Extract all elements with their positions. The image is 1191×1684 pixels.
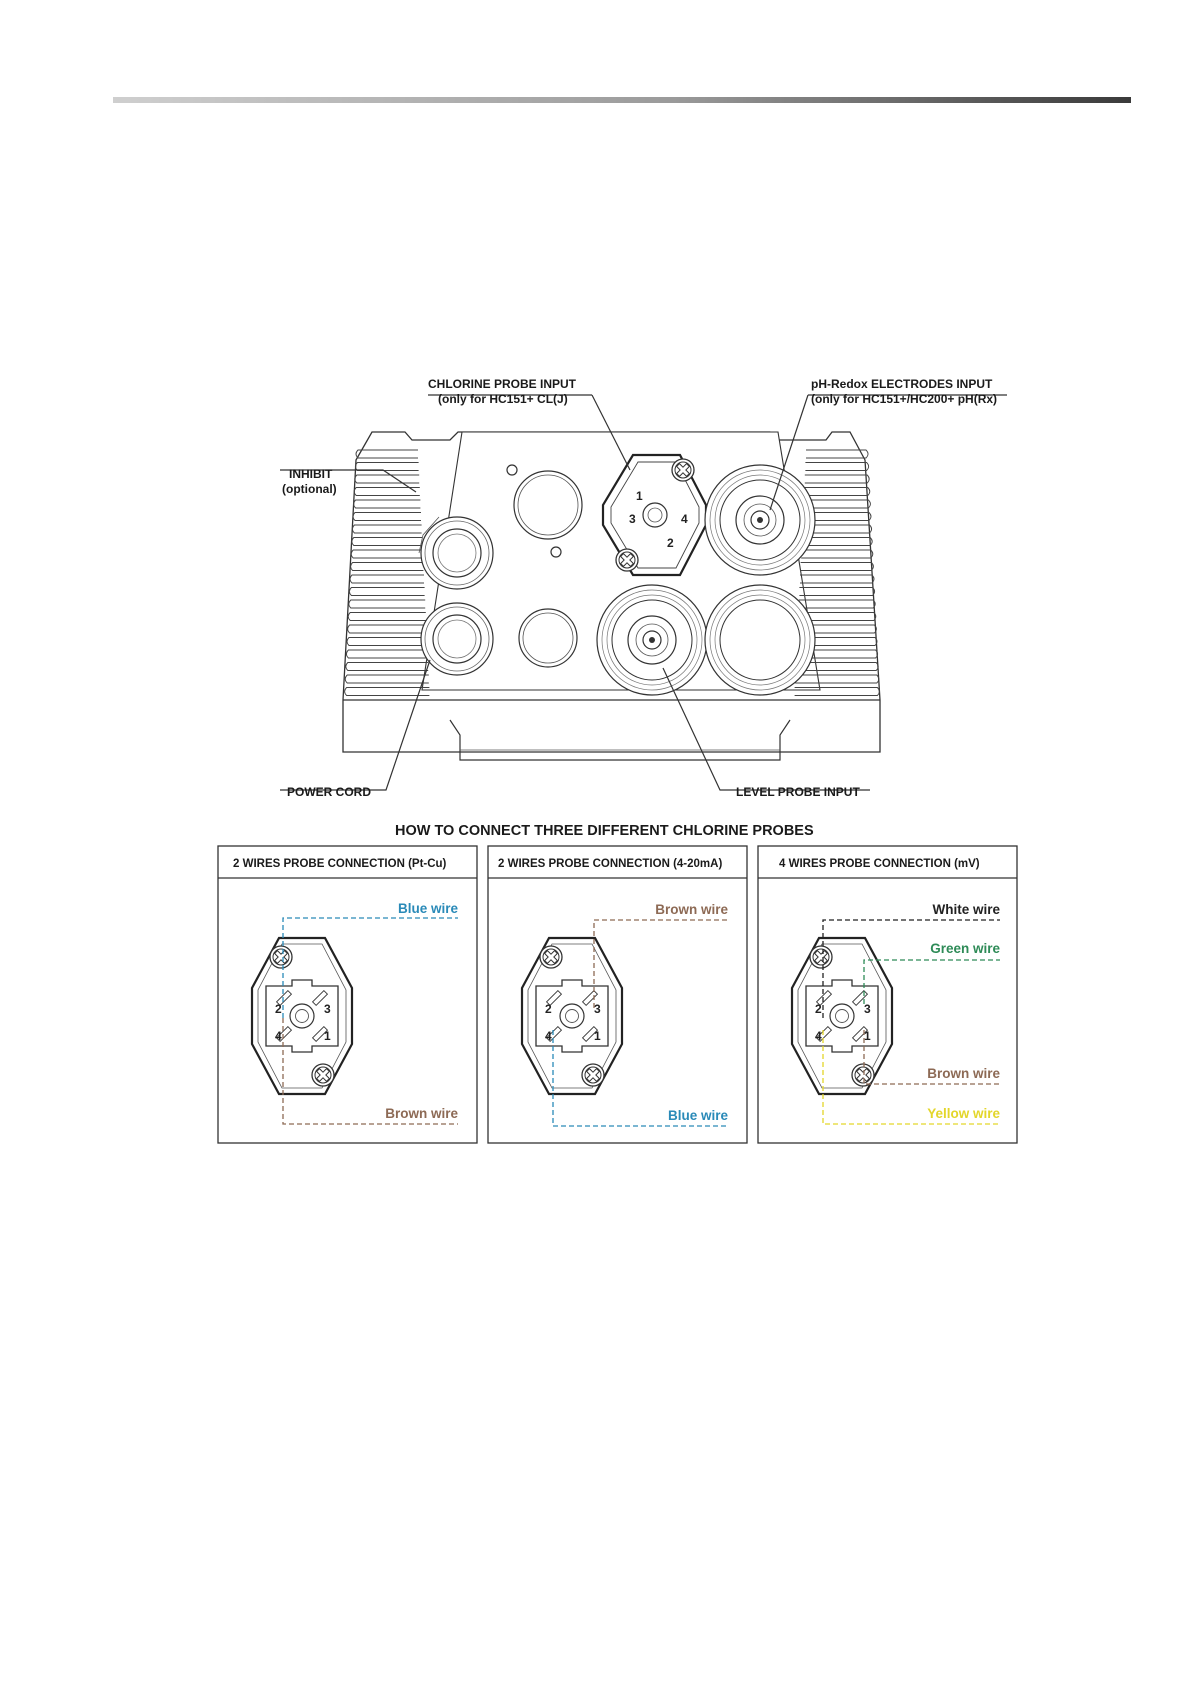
connector-pin-number: 4 [275, 1029, 282, 1043]
ph-redox-bnc-port [705, 465, 815, 575]
wire-label-yellow: Yellow wire [927, 1106, 1000, 1121]
section-title: HOW TO CONNECT THREE DIFFERENT CHLORINE PROBES [395, 823, 814, 839]
wire-label-white: White wire [932, 902, 1000, 917]
connector-pin-number: 3 [594, 1002, 601, 1016]
level-probe-bnc-port [597, 585, 707, 695]
screw-icon [312, 1064, 334, 1086]
probe-connector-face [252, 938, 352, 1094]
screw-icon [270, 946, 292, 968]
wire-label-blue: Blue wire [397, 901, 458, 916]
connector-pin-number: 3 [864, 1002, 871, 1016]
chlorine-probe-input-label: CHLORINE PROBE INPUT [428, 377, 577, 391]
panel-heading: 2 WIRES PROBE CONNECTION (4-20mA) [498, 858, 723, 870]
wire-label-brown: Brown wire [927, 1066, 1000, 1081]
connector-pin-number: 2 [667, 536, 674, 550]
screw-icon [540, 946, 562, 968]
connector-pin-number: 1 [594, 1029, 601, 1043]
level-probe-input-label: LEVEL PROBE INPUT [736, 785, 860, 799]
wire-label-brown: Brown wire [385, 1106, 458, 1121]
wire-label-brown: Brown wire [655, 902, 728, 917]
connector-pin-number: 1 [864, 1029, 871, 1043]
connector-pin-number: 2 [815, 1002, 822, 1016]
power-cord-label: POWER CORD [287, 785, 371, 799]
connector-pin-number: 4 [545, 1029, 552, 1043]
connector-pin-number: 4 [681, 512, 688, 526]
screw-icon [582, 1064, 604, 1086]
connector-pin-number: 3 [324, 1002, 331, 1016]
panel-heading: 4 WIRES PROBE CONNECTION (mV) [779, 858, 980, 870]
connector-pin-number: 2 [545, 1002, 552, 1016]
connector-pin-number: 2 [275, 1002, 282, 1016]
connector-pin-number: 3 [629, 512, 636, 526]
connector-pin-number: 4 [815, 1029, 822, 1043]
wire-label-blue: Blue wire [667, 1108, 728, 1123]
panel-heading: 2 WIRES PROBE CONNECTION (Pt-Cu) [233, 858, 447, 870]
probe-connection-panels [218, 846, 1017, 1143]
connector-pin-number: 1 [636, 489, 643, 503]
wire-label-green: Green wire [930, 941, 1000, 956]
ph-redox-model-note: (only for HC151+/HC200+ pH(Rx) [811, 392, 998, 406]
probe-connector-face [792, 938, 892, 1094]
screw-icon [810, 946, 832, 968]
probe-connector-face [522, 938, 622, 1094]
inhibit-label: INHIBIT [289, 467, 333, 481]
chlorine-probe-model-note: (only for HC151+ CL(J) [438, 392, 568, 406]
inhibit-optional-note: (optional) [282, 482, 337, 496]
screw-icon [852, 1064, 874, 1086]
connector-pin-number: 1 [324, 1029, 331, 1043]
blank-port [705, 585, 815, 695]
power-cord-gland [421, 603, 493, 675]
ph-redox-input-label: pH-Redox ELECTRODES INPUT [811, 377, 993, 391]
